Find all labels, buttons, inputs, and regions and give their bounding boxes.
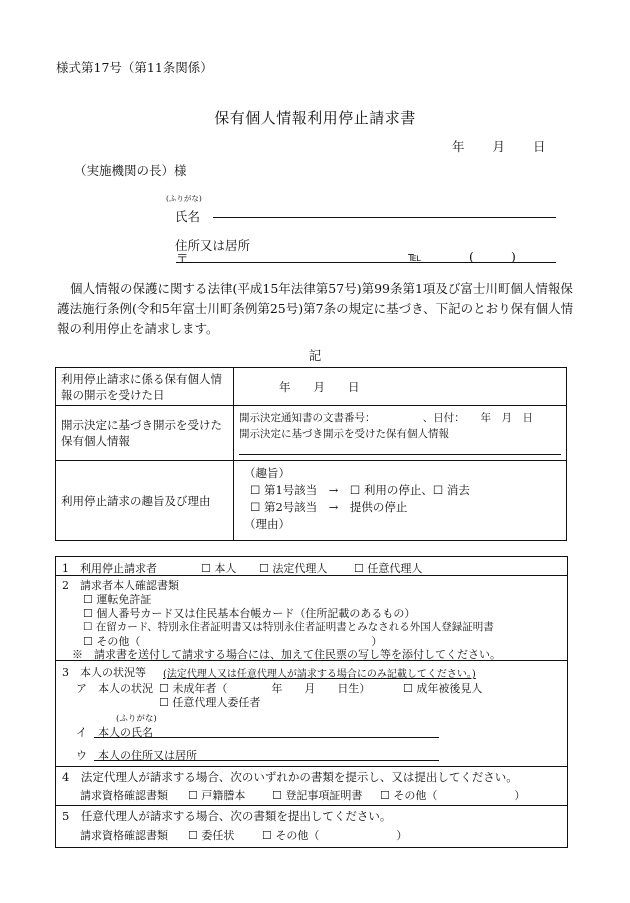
applicant-address-field[interactable]	[176, 262, 556, 263]
family-register-checkbox[interactable]: ☐ 戸籍謄本	[188, 789, 246, 802]
requester-type-label: 1 利用停止請求者	[62, 562, 157, 575]
requester-legal-rep-checkbox[interactable]: ☐ 法定代理人	[259, 562, 328, 575]
adult-ward-checkbox[interactable]: ☐ 成年被後見人	[403, 682, 483, 695]
id-doc-residence-card-checkbox[interactable]: ☐ 在留カード、特別永住者証明書又は特別永住者証明書とみなされる外国人登録証明書	[83, 621, 494, 633]
power-of-attorney-checkbox[interactable]: ☐ 委任状	[188, 829, 235, 842]
minor-checkbox[interactable]: ☐ 未成年者（ 年 月 日生）	[159, 682, 371, 695]
principal-furigana-label: (ふりがな)	[116, 714, 157, 724]
ki-heading: 記	[308, 348, 322, 363]
principal-address-label: ウ 本人の住所又は居所	[76, 749, 197, 762]
disclosure-date-label: 利用停止請求に係る保有個人情報の開示を受けた日	[56, 368, 234, 406]
voluntary-rep-instructions: 5 任意代理人が請求する場合、次の書類を提出してください。	[62, 809, 392, 823]
applicant-address-label: 住所又は居所	[175, 238, 251, 253]
requester-voluntary-rep-checkbox[interactable]: ☐ 任意代理人	[354, 562, 423, 575]
purpose-reason-field[interactable]	[234, 461, 567, 541]
divider	[56, 660, 567, 661]
mail-request-note: ※ 請求書を送付して請求する場合には、加えて住民票の写し等を添付してください。	[72, 648, 501, 661]
id-documents-label: 2 請求者本人確認書類	[62, 579, 179, 592]
principal-condition-label: ア 本人の状況	[76, 682, 153, 695]
purpose-reason-label: 利用停止請求の趣旨及び理由	[56, 461, 234, 541]
divider	[56, 575, 567, 576]
request-body-text: 個人情報の保護に関する法律(平成15年法律第57号)第99条第1項及び富士川町個人情報保護法施行条例(令和5年富士川町条例第25号)第7条の規定に基づき、下記のとおり保有個人情報の利用停止を請求します。	[57, 281, 574, 336]
tel-paren-open: (	[469, 249, 474, 264]
divider	[56, 766, 567, 767]
id-doc-other-checkbox[interactable]: ☐ その他（ ）	[83, 635, 383, 648]
divider	[56, 805, 567, 806]
legal-rep-doc-label: 請求資格確認書類	[80, 789, 168, 802]
legal-rep-instructions: 4 法定代理人が請求する場合、次のいずれかの書類を提示し、又は提出してください。	[62, 770, 518, 784]
reason-heading: （理由）	[244, 517, 290, 531]
voluntary-rep-doc-label: 請求資格確認書類	[80, 829, 168, 842]
principal-address-field[interactable]	[94, 760, 439, 761]
purpose-option-2[interactable]: ☐ 第2号該当 → 提供の停止	[250, 500, 408, 514]
applicant-furigana-label: (ふりがな)	[166, 194, 202, 203]
page-title: 保有個人情報利用停止請求書	[214, 109, 416, 127]
applicant-name-field[interactable]	[213, 217, 556, 218]
legal-rep-other-checkbox[interactable]: ☐ その他（ ）	[380, 789, 526, 802]
date-line[interactable]: 年 月 日	[452, 139, 546, 154]
disclosed-info-field[interactable]	[234, 406, 567, 461]
disclosure-date-value: 年 月 日	[279, 379, 360, 394]
form-number: 様式第17号（第11条関係）	[56, 60, 213, 75]
id-doc-license-checkbox[interactable]: ☐ 運転免許証	[83, 593, 152, 606]
requester-self-checkbox[interactable]: ☐ 本人	[201, 562, 237, 575]
id-doc-mynumber-checkbox[interactable]: ☐ 個人番号カード又は住民基本台帳カード（住所記載のあるもの）	[83, 607, 416, 620]
voluntary-principal-checkbox[interactable]: ☐ 任意代理人委任者	[159, 696, 261, 709]
purpose-option-1[interactable]: ☐ 第1号該当 → ☐ 利用の停止、☐ 消去	[250, 483, 470, 497]
principal-status-label: 3 本人の状況等	[62, 666, 146, 679]
disclosed-info-line: 開示決定に基づき開示を受けた保有個人情報	[239, 428, 449, 440]
request-details-table	[55, 367, 567, 541]
tel-icon: ℡	[408, 249, 422, 264]
notice-doc-number-line: 開示決定通知書の文書番号： 、日付： 年 月 日	[239, 412, 533, 424]
disclosed-info-underline	[239, 454, 561, 455]
disclosure-date-field[interactable]	[234, 368, 567, 406]
voluntary-rep-other-checkbox[interactable]: ☐ その他（ ）	[262, 829, 408, 842]
postal-mark: 〒	[176, 251, 189, 266]
purpose-heading: （趣旨）	[244, 466, 290, 480]
principal-status-note: (法定代理人又は任意代理人が請求する場合にのみ記載してください。)	[163, 669, 476, 680]
requester-info-box	[55, 556, 568, 848]
registry-certificate-checkbox[interactable]: ☐ 登記事項証明書	[272, 789, 363, 802]
principal-name-label: イ 本人の氏名	[76, 726, 153, 739]
disclosed-info-label: 開示決定に基づき開示を受けた保有個人情報	[56, 406, 234, 461]
principal-name-field[interactable]	[94, 737, 439, 738]
tel-paren-close: )	[511, 249, 516, 264]
addressee: （実施機関の長）様	[74, 163, 187, 178]
applicant-name-label: 氏名	[175, 209, 201, 224]
